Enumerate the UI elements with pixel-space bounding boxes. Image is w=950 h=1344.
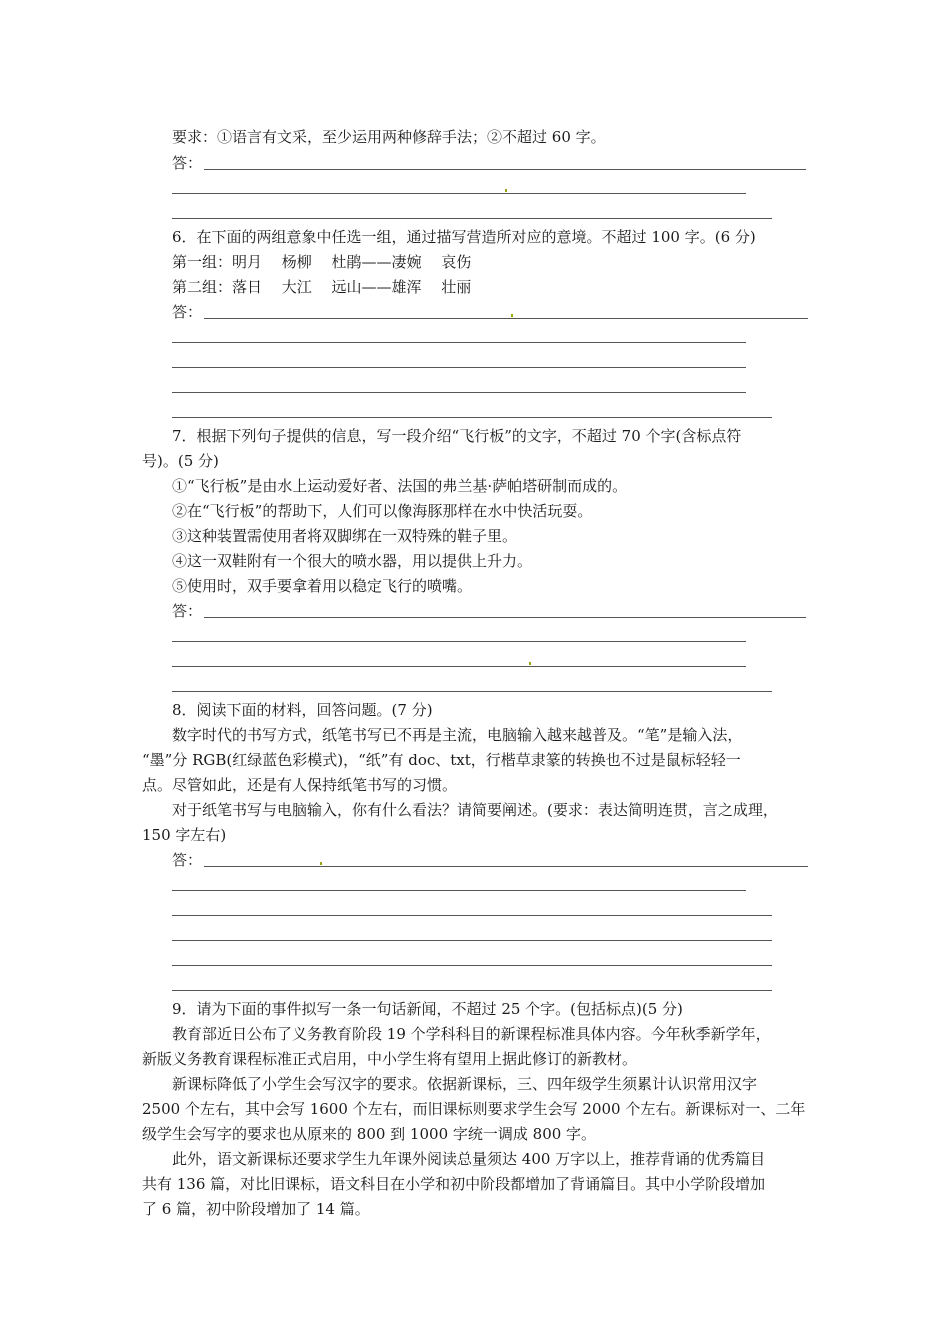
answer-line[interactable] — [172, 641, 746, 642]
answer-line[interactable] — [172, 990, 772, 991]
question-8-prompt: 8．阅读下面的材料，回答问题。(7 分) — [172, 701, 433, 719]
question-9-paragraph: 此外，语文新课标还要求学生九年课外阅读总量须达 400 万字以上，推荐背诵的优秀篇目 — [172, 1150, 766, 1168]
question-8-question: 150 字左右) — [142, 826, 227, 844]
question-8-material: “墨”分 RGB(红绿蓝色彩模式)，“纸”有 doc、txt，行楷草隶篆的转换也不过是鼠标轻轻一 — [142, 751, 741, 769]
answer-line[interactable] — [172, 965, 772, 966]
speck-mark — [511, 314, 513, 317]
question-8-material: 数字时代的书写方式，纸笔书写已不再是主流，电脑输入越来越普及。“笔”是输入法， — [172, 726, 743, 744]
question-8-material: 点。尽管如此，还是有人保持纸笔书写的习惯。 — [142, 776, 458, 794]
answer-line[interactable] — [172, 193, 746, 194]
question-9-paragraph: 了 6 篇，初中阶段增加了 14 篇。 — [142, 1200, 370, 1218]
speck-mark — [320, 862, 322, 865]
answer-label: 答： — [172, 154, 203, 172]
answer-line[interactable] — [172, 367, 746, 368]
answer-line[interactable] — [204, 617, 806, 618]
answer-line[interactable] — [172, 218, 772, 219]
answer-line[interactable] — [204, 866, 808, 867]
speck-mark — [529, 662, 531, 665]
answer-label: 答： — [172, 851, 203, 869]
question-6-group-2: 第二组：落日 大江 远山——雄浑 壮丽 — [172, 278, 472, 296]
question-7-prompt-cont: 号)。(5 分) — [142, 452, 219, 470]
answer-line[interactable] — [172, 890, 746, 891]
question-9-paragraph: 级学生会写字的要求也从原来的 800 到 1000 字统一调成 800 字。 — [142, 1125, 597, 1143]
answer-line[interactable] — [172, 417, 772, 418]
answer-line[interactable] — [204, 318, 808, 319]
question-9-prompt: 9．请为下面的事件拟写一条一句话新闻，不超过 25 个字。(包括标点)(5 分) — [172, 1000, 683, 1018]
question-9-paragraph: 2500 个左右，其中会写 1600 个左右，而旧课标则要求学生会写 2000 个左右。新课标对一、二年 — [142, 1100, 806, 1118]
question-6-prompt: 6．在下面的两组意象中任选一组，通过描写营造所对应的意境。不超过 100 字。(6 分) — [172, 228, 756, 246]
question-7-item: ⑤使用时，双手要拿着用以稳定飞行的喷嘴。 — [172, 577, 473, 595]
question-7-item: ①“飞行板”是由水上运动爱好者、法国的弗兰基·萨帕塔研制而成的。 — [172, 477, 628, 495]
speck-mark — [505, 189, 507, 192]
requirement-text: 要求：①语言有文采，至少运用两种修辞手法；②不超过 60 字。 — [172, 128, 606, 146]
question-7-item: ②在“飞行板”的帮助下，人们可以像海豚那样在水中快活玩耍。 — [172, 502, 593, 520]
question-9-paragraph: 新课标降低了小学生会写汉字的要求。依据新课标，三、四年级学生须累计认识常用汉字 — [172, 1075, 758, 1093]
question-9-paragraph: 教育部近日公布了义务教育阶段 19 个学科科目的新课程标准具体内容。今年秋季新学年， — [172, 1025, 771, 1043]
answer-line[interactable] — [172, 342, 746, 343]
answer-line[interactable] — [172, 940, 772, 941]
question-6-group-1: 第一组：明月 杨柳 杜鹃——凄婉 哀伤 — [172, 253, 472, 271]
answer-label: 答： — [172, 303, 203, 321]
answer-line[interactable] — [172, 691, 772, 692]
question-7-prompt: 7．根据下列句子提供的信息，写一段介绍“飞行板”的文字，不超过 70 个字(含标点符 — [172, 427, 742, 445]
answer-label: 答： — [172, 602, 203, 620]
answer-line[interactable] — [172, 915, 772, 916]
question-9-paragraph: 新版义务教育课程标准正式启用，中小学生将有望用上据此修订的新教材。 — [142, 1050, 638, 1068]
question-7-item: ④这一双鞋附有一个很大的喷水器，用以提供上升力。 — [172, 552, 533, 570]
question-8-question: 对于纸笔书写与电脑输入，你有什么看法？请简要阐述。(要求：表达简明连贯，言之成理， — [172, 801, 778, 819]
answer-line[interactable] — [172, 392, 746, 393]
answer-line[interactable] — [172, 666, 746, 667]
answer-line[interactable] — [204, 169, 806, 170]
question-7-item: ③这种装置需使用者将双脚绑在一双特殊的鞋子里。 — [172, 527, 518, 545]
question-9-paragraph: 共有 136 篇，对比旧课标，语文科目在小学和初中阶段都增加了背诵篇目。其中小学阶段增加 — [142, 1175, 766, 1193]
